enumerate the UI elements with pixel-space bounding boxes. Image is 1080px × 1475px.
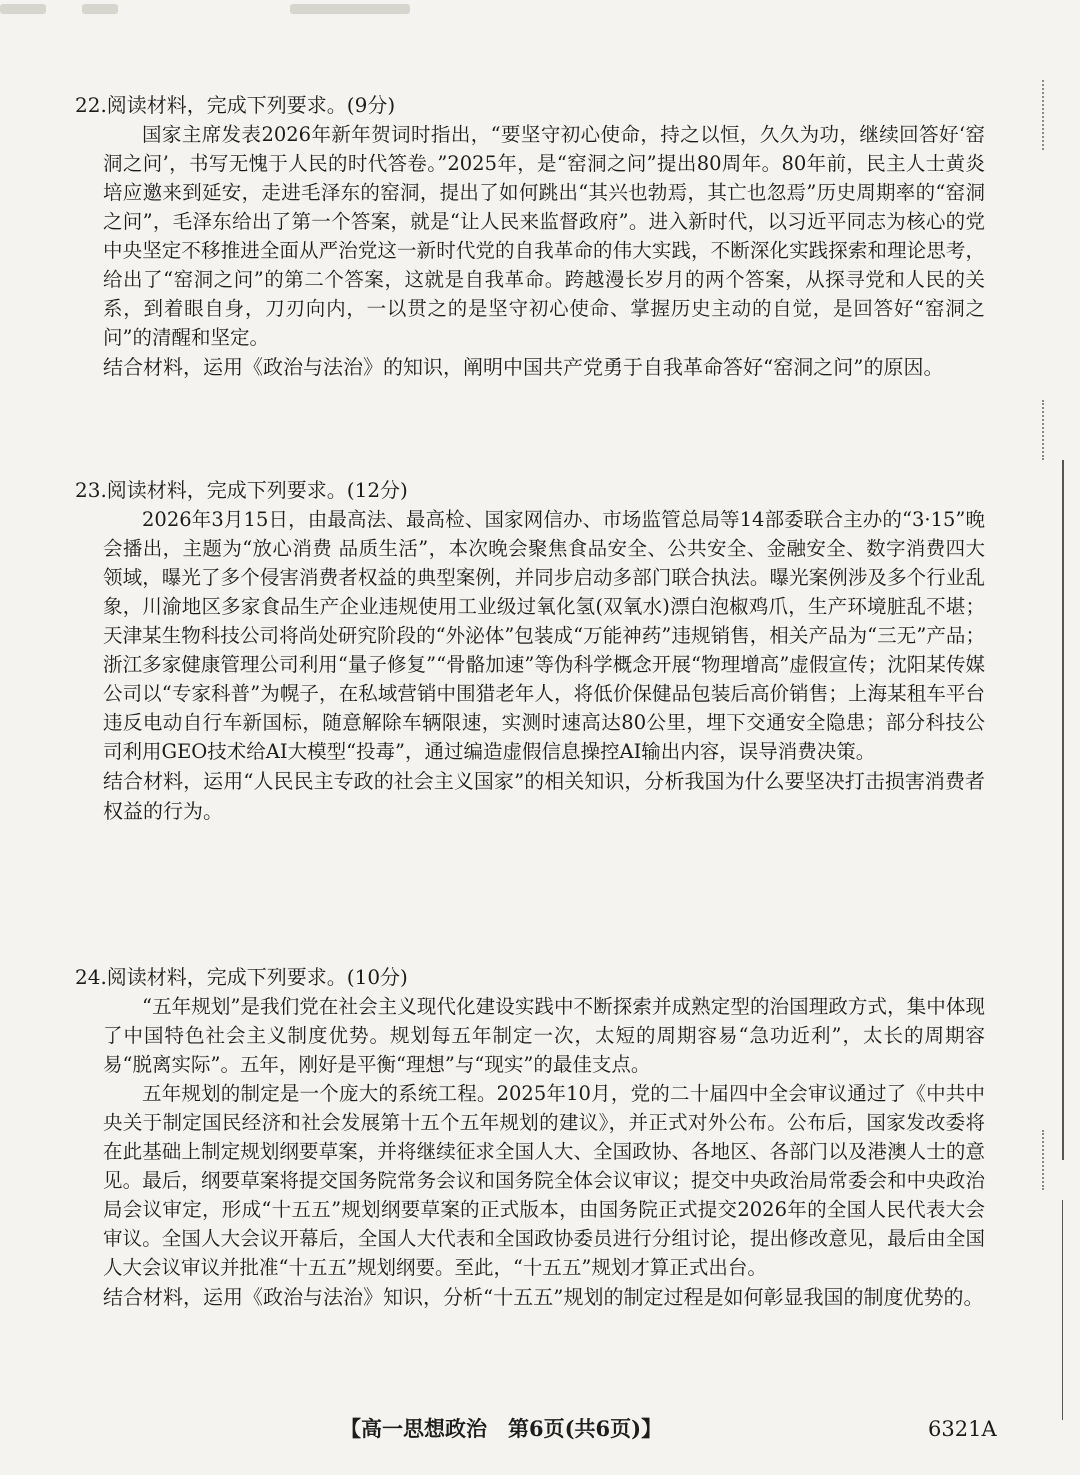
binding-dots: [1042, 400, 1046, 460]
footer-code: 6321A: [928, 1417, 997, 1441]
question-22-material: 国家主席发表2026年新年贺词时指出，“要坚守初心使命，持之以恒，久久为功，继续回答好‘窑洞之问’，书写无愧于人民的时代答卷。”2025年，是“窑洞之问”提出80周年。80年前，民主人士黄炎培应邀来到延安，走进毛泽东的窑洞，提出了如何跳出“其兴也勃焉，其亡也忽焉”历史周期率的“窑洞之问”，毛泽东给出了第一个答案，就是“让人民来监督政府”。进入新时代，以习近平同志为核心的党中央坚定不移推进全面从严治党这一新时代党的自我革命的伟大实践，不断深化实践探索和理论思考，给出了“窑洞之问”的第二个答案，这就是自我革命。跨越漫长岁月的两个答案，从探寻党和人民的关系，到着眼自身，刀刃向内，一以贯之的是坚守初心使命、掌握历史主动的自觉，是回答好“窑洞之问”的清醒和坚定。: [103, 123, 985, 349]
binding-dots: [1042, 80, 1046, 150]
binding-margin: [1032, 0, 1080, 1475]
top-edge-smudge: [0, 0, 1080, 22]
question-22-header: 22.阅读材料，完成下列要求。(9分): [75, 93, 396, 117]
question-22: [75, 90, 985, 382]
question-23-header: 23.阅读材料，完成下列要求。(12分): [75, 478, 408, 502]
question-23: [75, 475, 985, 826]
question-24-material-1: “五年规划”是我们党在社会主义现代化建设实践中不断探索并成熟定型的治国理政方式，集中体现了中国特色社会主义制度优势。规划每五年制定一次，太短的周期容易“急功近利”，太长的周期容易“脱离实际”。五年，刚好是平衡“理想”与“现实”的最佳支点。: [103, 995, 985, 1076]
question-24-material-2: 五年规划的制定是一个庞大的系统工程。2025年10月，党的二十届四中全会审议通过了《中共中央关于制定国民经济和社会发展第十五个五年规划的建议》，并正式对外公布。公布后，国家发改委将在此基础上制定规划纲要草案，并将继续征求全国人大、全国政协、各地区、各部门以及港澳人士的意见。最后，纲要草案将提交国务院常务会议和国务院全体会议审议；提交中央政治局常委会和中央政治局会议审定，形成“十五五”规划纲要草案的正式版本，由国务院正式提交2026年的全国人民代表大会审议。全国人大会议开幕后，全国人大代表和全国政协委员进行分组讨论，提出修改意见，最后由全国人大会议审议并批准“十五五”规划纲要。至此，“十五五”规划才算正式出台。: [103, 1082, 985, 1279]
question-23-task: 结合材料，运用“人民民主专政的社会主义国家”的相关知识，分析我国为什么要坚决打击损害消费者权益的行为。: [103, 769, 985, 823]
question-24-header: 24.阅读材料，完成下列要求。(10分): [75, 965, 408, 989]
question-24: [75, 962, 985, 1312]
page-footer: [0, 1412, 1080, 1446]
question-24-task: 结合材料，运用《政治与法治》知识，分析“十五五”规划的制定过程是如何彰显我国的制度优势的。: [103, 1285, 984, 1309]
question-22-task: 结合材料，运用《政治与法治》的知识，阐明中国共产党勇于自我革命答好“窑洞之问”的原因。: [103, 355, 944, 379]
binding-line: [1062, 1200, 1063, 1420]
question-23-material: 2026年3月15日，由最高法、最高检、国家网信办、市场监管总局等14部委联合主办的“3·15”晚会播出，主题为“放心消费 品质生活”，本次晚会聚焦食品安全、公共安全、金融安全、数字消费四大领域，曝光了多个侵害消费者权益的典型案例，并同步启动多部门联合执法。曝光案例涉及多个行业乱象，川渝地区多家食品生产企业违规使用工业级过氧化氢(双氧水)漂白泡椒鸡爪，生产环境脏乱不堪；天津某生物科技公司将尚处研究阶段的“外泌体”包装成“万能神药”违规销售，相关产品为“三无”产品；浙江多家健康管理公司利用“量子修复”“骨骼加速”等伪科学概念开展“物理增高”虚假宣传；沈阳某传媒公司以“专家科普”为幌子，在私域营销中围猎老年人，将低价保健品包装后高价销售；上海某租车平台违反电动自行车新国标，随意解除车辆限速，实测时速高达80公里，埋下交通安全隐患；部分科技公司利用GEO技术给AI大模型“投毒”，通过编造虚假信息操控AI输出内容，误导消费决策。: [103, 508, 985, 763]
binding-dots: [1042, 1130, 1046, 1190]
footer-title: 【高一思想政治 第6页(共6页)】: [340, 1416, 663, 1441]
binding-line: [1062, 460, 1064, 1160]
